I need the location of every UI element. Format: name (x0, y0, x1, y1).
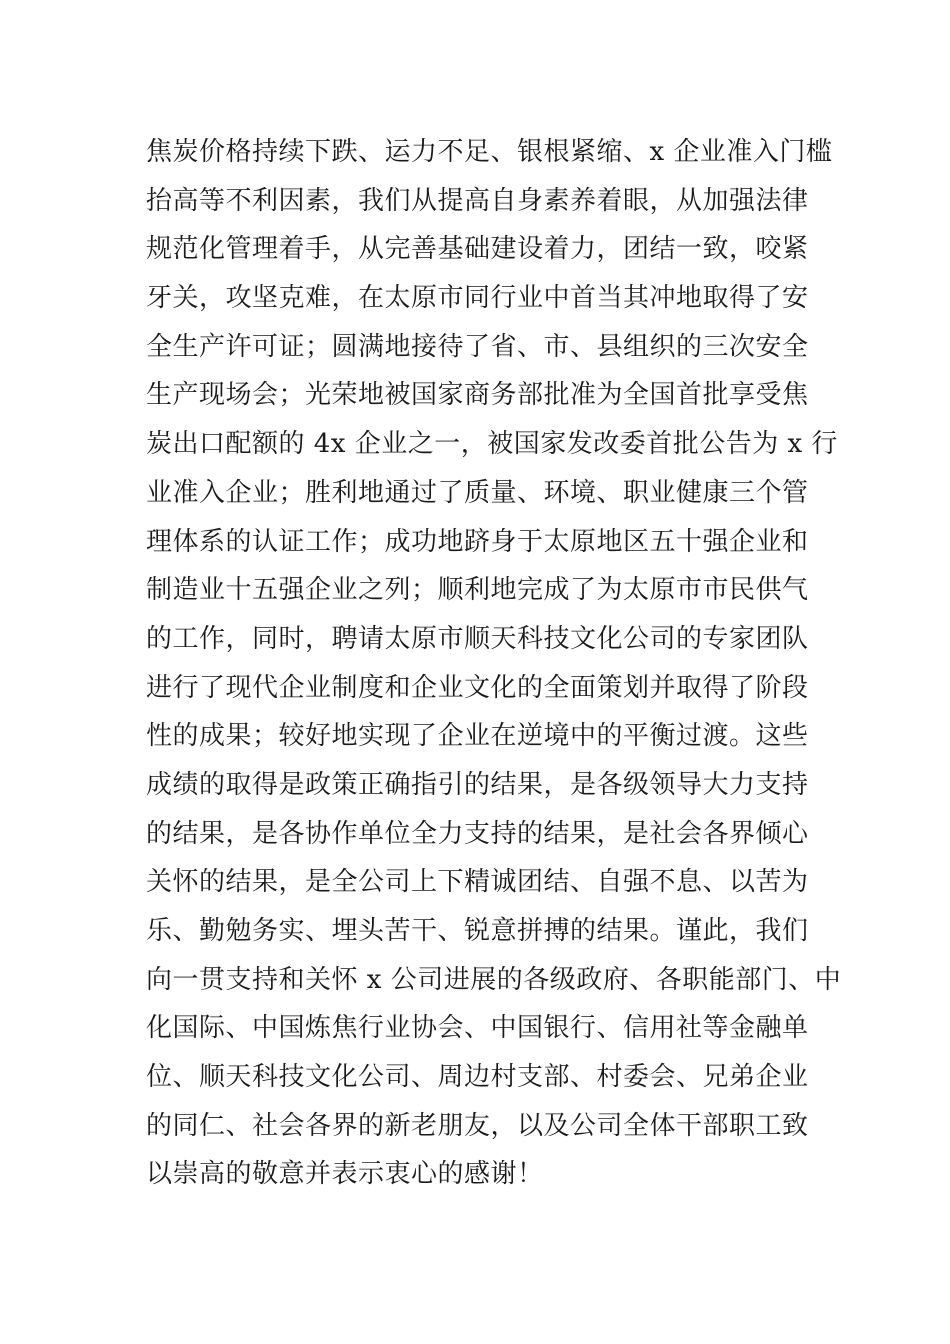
paragraph-line-4: 牙关，攻坚克难，在太原市同行业中首当其冲地取得了安 (146, 283, 809, 314)
paragraph-line-6: 生产现场会；光荣地被国家商务部批准为全国首批享受焦 (146, 380, 809, 411)
paragraph-line-8: 业准入企业；胜利地通过了质量、环境、职业健康三个管 (146, 477, 809, 508)
paragraph-line-1: 焦炭价格持续下跌、运力不足、银根紧缩、x 企业准入门槛 (146, 137, 833, 167)
paragraph-line-7: 炭出口配额的 4x 企业之一，被国家发改委首批公告为 x 行 (146, 429, 838, 460)
paragraph-line-10: 制造业十五强企业之列；顺利地完成了为太原市市民供气 (146, 575, 809, 606)
paragraph-line-14: 成绩的取得是政策正确指引的结果，是各级领导大力支持 (146, 769, 809, 800)
paragraph-line-22: 以崇高的敬意并表示衷心的感谢！ (146, 1159, 544, 1190)
paragraph-line-21: 的同仁、社会各界的新老朋友，以及公司全体干部职工致 (146, 1110, 809, 1141)
paragraph-line-11: 的工作，同时，聘请太原市顺天科技文化公司的专家团队 (146, 623, 809, 654)
paragraph-line-13: 性的成果；较好地实现了企业在逆境中的平衡过渡。这些 (146, 721, 809, 752)
paragraph-line-12: 进行了现代企业制度和企业文化的全面策划并取得了阶段 (146, 672, 809, 703)
paragraph-line-16: 关怀的结果，是全公司上下精诚团结、自强不息、以苦为 (146, 867, 809, 898)
paragraph-line-5: 全生产许可证；圆满地接待了省、市、县组织的三次安全 (146, 331, 809, 362)
paragraph-line-18: 向一贯支持和关怀 x 公司进展的各级政府、各职能部门、中 (146, 964, 842, 995)
paragraph-line-20: 位、顺天科技文化公司、周边村支部、村委会、兄弟企业 (146, 1062, 809, 1093)
paragraph-line-3: 规范化管理着手，从完善基础建设着力，团结一致，咬紧 (146, 234, 809, 265)
paragraph-line-15: 的结果，是各协作单位全力支持的结果，是社会各界倾心 (146, 818, 809, 849)
paragraph-line-19: 化国际、中国炼焦行业协会、中国银行、信用社等金融单 (146, 1013, 809, 1044)
paragraph-line-2: 抬高等不利因素，我们从提高自身素养着眼，从加强法律 (146, 185, 809, 216)
body-paragraph (146, 128, 846, 1199)
paragraph-line-9: 理体系的认证工作；成功地跻身于太原地区五十强企业和 (146, 526, 809, 557)
paragraph-line-17: 乐、勤勉务实、埋头苦干、锐意拼搏的结果。谨此，我们 (146, 916, 809, 946)
